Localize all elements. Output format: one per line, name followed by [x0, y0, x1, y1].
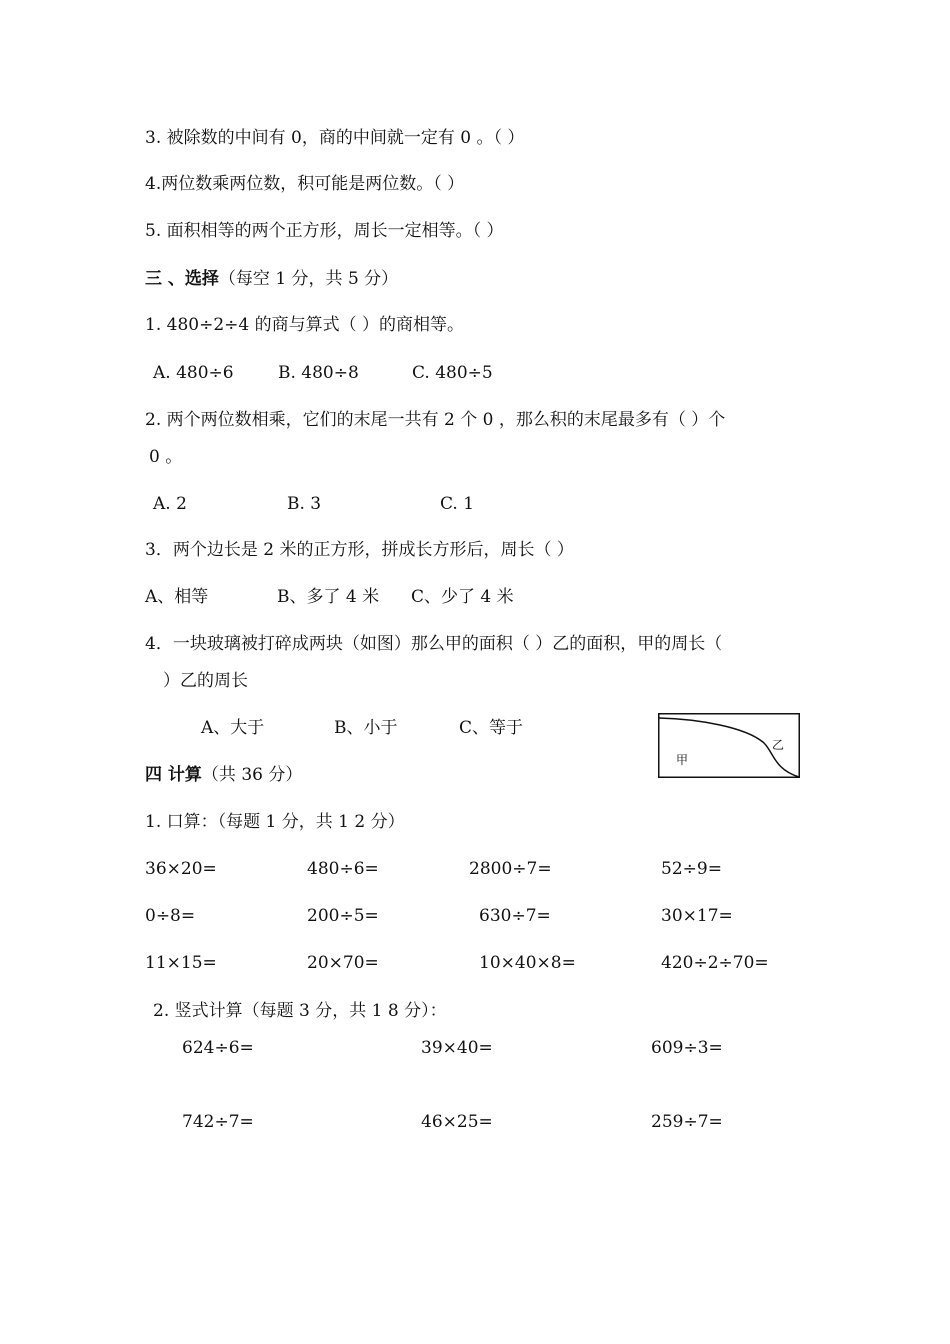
choice-q3-option-a: A、相等 [145, 587, 209, 607]
choice-q4-option-c: C、等于 [459, 718, 524, 738]
oral-item: 200÷5= [307, 906, 379, 926]
choice-q3-option-c: C、少了 4 米 [411, 587, 514, 607]
oral-item: 420÷2÷70= [661, 953, 769, 973]
vertical-item: 742÷7= [182, 1112, 254, 1132]
oral-item: 52÷9= [661, 859, 722, 879]
section-calc-note: （共 36 分） [201, 765, 303, 785]
oral-item: 20×70= [307, 953, 379, 973]
vertical-item: 624÷6= [182, 1038, 254, 1058]
choice-q4-option-a: A、大于 [201, 718, 265, 738]
oral-item: 0÷8= [145, 906, 196, 926]
oral-item: 11×15= [145, 953, 217, 973]
oral-item: 36×20= [145, 859, 217, 879]
vertical-item: 609÷3= [651, 1038, 723, 1058]
oral-item: 630÷7= [479, 906, 551, 926]
section-choice-title: 三 、选择 [145, 269, 219, 289]
choice-q2-text-line1: 2. 两个两位数相乘，它们的末尾一共有 2 个 0 ，那么积的末尾最多有（ ）个 [145, 410, 726, 430]
section-choice-note: （每空 1 分，共 5 分） [218, 269, 399, 289]
section-choice-heading [145, 268, 398, 290]
tf-question-5: 5. 面积相等的两个正方形，周长一定相等。（ ） [145, 221, 504, 241]
choice-q1-option-c: C. 480÷5 [412, 363, 493, 383]
choice-q4-text-line1: 4．一块玻璃被打碎成两块（如图）那么甲的面积（ ）乙的面积，甲的周长（ [145, 634, 723, 654]
choice-q4-option-b: B、小于 [334, 718, 398, 738]
broken-glass-figure [658, 713, 800, 778]
choice-q1-text: 1. 480÷2÷4 的商与算式（ ）的商相等。 [145, 315, 464, 335]
tf-question-4: 4.两位数乘两位数，积可能是两位数。（ ） [145, 174, 465, 194]
figure-label-jia: 甲 [676, 753, 689, 767]
section-calc-title: 四 计算 [145, 765, 202, 785]
oral-item: 10×40×8= [479, 953, 576, 973]
oral-item: 30×17= [661, 906, 733, 926]
oral-calc-title: 1. 口算：（每题 1 分，共 1 2 分） [145, 812, 405, 832]
tf-question-3: 3. 被除数的中间有 0，商的中间就一定有 0 。（ ） [145, 128, 525, 148]
oral-item: 2800÷7= [469, 859, 552, 879]
oral-item: 480÷6= [307, 859, 379, 879]
choice-q2-option-a: A. 2 [153, 494, 187, 514]
vertical-calc-title: 2. 竖式计算（每题 3 分，共 1 8 分）： [153, 1001, 447, 1021]
figure-label-yi: 乙 [772, 738, 785, 752]
choice-q3-option-b: B、多了 4 米 [277, 587, 380, 607]
choice-q2-text-line2: 0 。 [149, 447, 183, 467]
choice-q4-text-line2: ）乙的周长 [163, 671, 248, 691]
choice-q3-text: 3．两个边长是 2 米的正方形，拼成长方形后，周长（ ） [145, 540, 574, 560]
choice-q1-option-b: B. 480÷8 [278, 363, 359, 383]
section-calc-heading [145, 764, 302, 786]
vertical-item: 46×25= [421, 1112, 493, 1132]
choice-q2-option-b: B. 3 [287, 494, 322, 514]
vertical-item: 39×40= [421, 1038, 493, 1058]
choice-q2-option-c: C. 1 [440, 494, 475, 514]
vertical-item: 259÷7= [651, 1112, 723, 1132]
choice-q1-option-a: A. 480÷6 [153, 363, 234, 383]
